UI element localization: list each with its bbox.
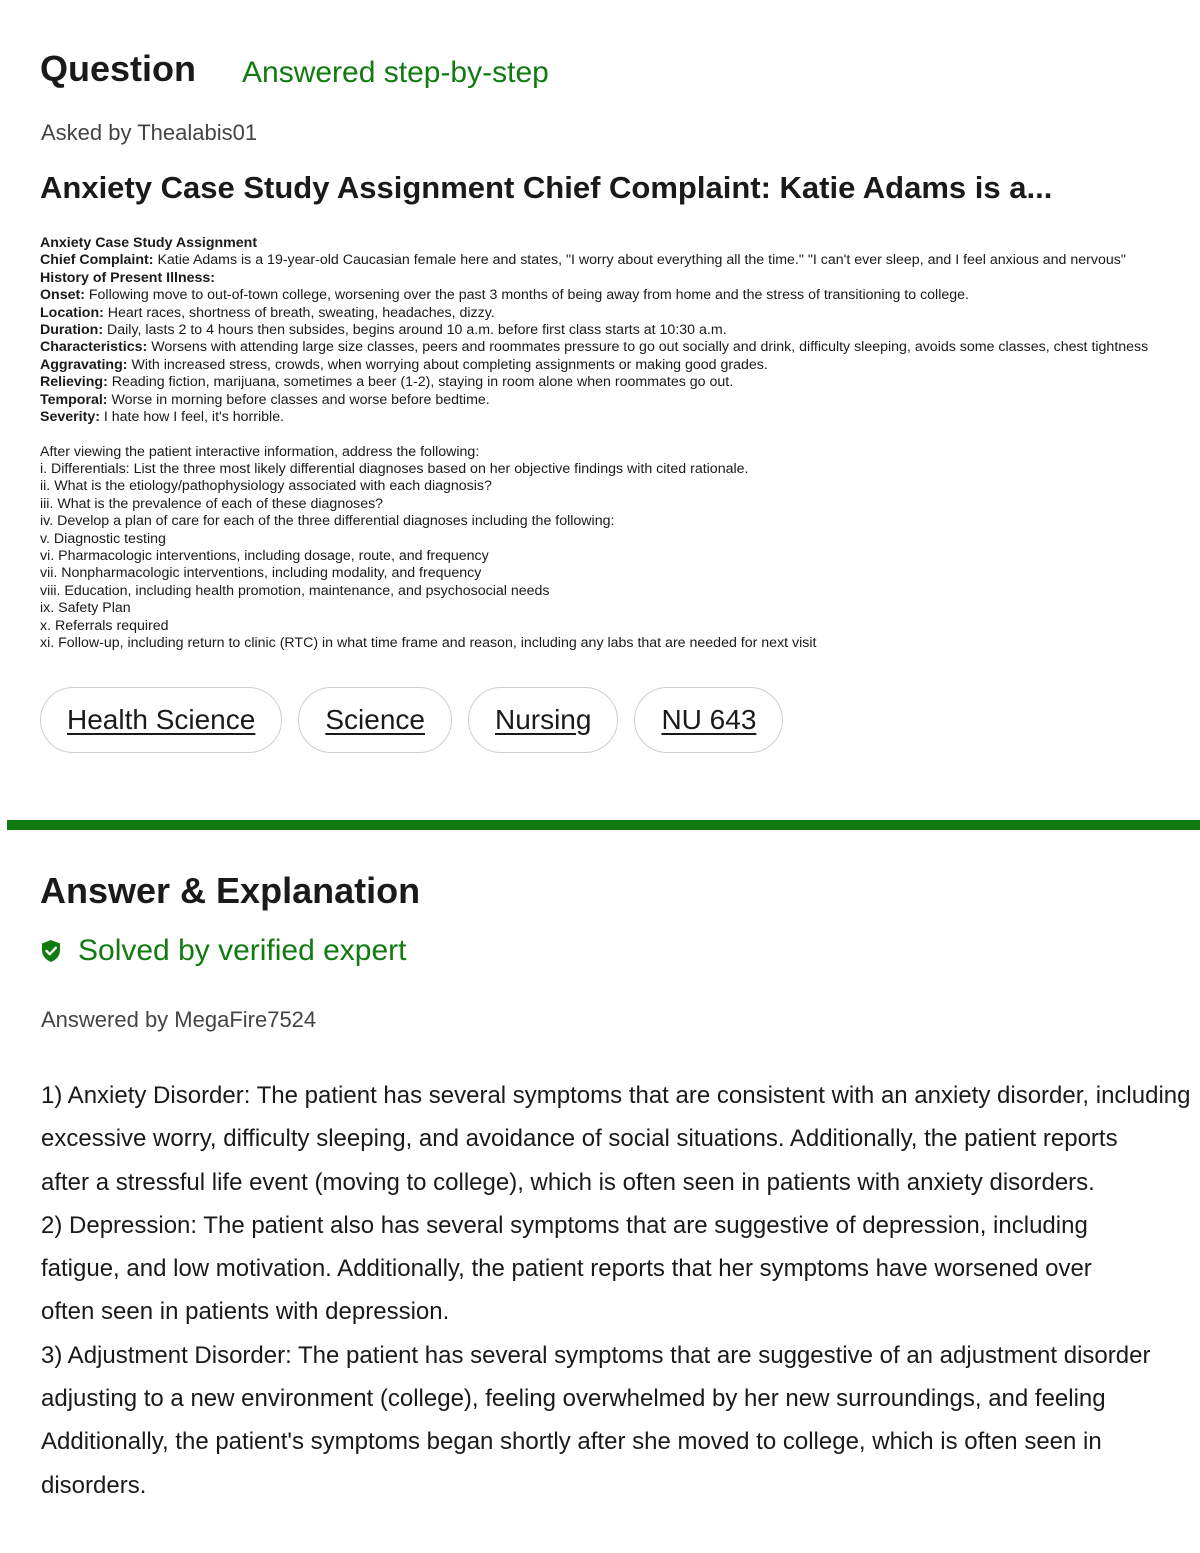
instruction-line: iii. What is the prevalence of each of these diagnoses? xyxy=(40,495,384,512)
instruction-line: i. Differentials: List the three most likely differential diagnoses based on her objective findings with cited rationale. xyxy=(40,461,749,478)
question-body xyxy=(40,235,1200,652)
body-row: Relieving: Reading fiction, marijuana, sometimes a beer (1-2), staying in room alone when roommates go out. xyxy=(40,374,734,391)
body-row: Location: Heart races, shortness of breath, sweating, headaches, dizzy. xyxy=(40,304,495,321)
instruction-line: iv. Develop a plan of care for each of the three differential diagnoses including the following: xyxy=(40,513,615,530)
instruction-line: x. Referrals required xyxy=(40,617,169,634)
tag-nu-643[interactable]: NU 643 xyxy=(634,687,783,753)
question-heading: Question xyxy=(40,48,197,89)
instruction-line: vii. Nonpharmacologic interventions, including modality, and frequency xyxy=(40,565,482,582)
body-row: Characteristics: Worsens with attending large size classes, peers and roommates pressure to go out socially and drink, difficulty sleeping, avoids some classes, chest tightness xyxy=(40,339,1149,356)
answered-status: Answered step-by-step xyxy=(242,56,549,89)
verified-badge xyxy=(40,934,407,968)
body-row: History of Present Illness: xyxy=(40,269,216,286)
tag-nursing[interactable]: Nursing xyxy=(468,687,618,753)
answer-heading: Answer & Explanation xyxy=(40,870,421,911)
answer-line: adjusting to a new environment (college), feeling overwhelmed by her new surroundings, and feeling xyxy=(41,1385,1106,1413)
instruction-line: After viewing the patient interactive information, address the following: xyxy=(40,443,480,460)
instruction-line: v. Diagnostic testing xyxy=(40,530,166,547)
tag-health-science[interactable]: Health Science xyxy=(40,687,282,753)
answer-line: often seen in patients with depression. xyxy=(41,1298,450,1326)
instruction-line: xi. Follow-up, including return to clinic (RTC) in what time frame and reason, including any labs that are needed for next visit xyxy=(40,634,817,651)
answer-line: 3) Adjustment Disorder: The patient has several symptoms that are suggestive of an adjustment disorder xyxy=(41,1341,1151,1369)
answer-line: fatigue, and low motivation. Additionally, the patient reports that her symptoms have worsened over xyxy=(41,1255,1092,1283)
answer-line: excessive worry, difficulty sleeping, and avoidance of social situations. Additionally, the patient reports xyxy=(41,1125,1118,1153)
instruction-line: ix. Safety Plan xyxy=(40,600,131,617)
subject-tags xyxy=(40,687,783,753)
spacer xyxy=(40,426,1200,443)
answer-line: after a stressful life event (moving to college), which is often seen in patients with anxiety disorders. xyxy=(41,1168,1095,1196)
instruction-line: viii. Education, including health promotion, maintenance, and psychosocial needs xyxy=(40,582,550,599)
body-row: Severity: I hate how I feel, it's horrible. xyxy=(40,408,285,425)
answer-line: disorders. xyxy=(41,1471,147,1499)
answered-by: Answered by MegaFire7524 xyxy=(41,1007,317,1032)
answer-body xyxy=(41,1074,1200,1507)
body-row: Aggravating: With increased stress, crowds, when worrying about completing assignments or making good grades. xyxy=(40,356,768,373)
answer-line: Additionally, the patient's symptoms began shortly after she moved to college, which is often seen in xyxy=(41,1428,1102,1456)
body-row: Chief Complaint: Katie Adams is a 19-year-old Caucasian female here and states, "I worry about everything all the time." "I can't ever sleep, and I feel anxious and nervous" xyxy=(40,252,1126,269)
instruction-line: vi. Pharmacologic interventions, including dosage, route, and frequency xyxy=(40,548,489,565)
body-row: Temporal: Worse in morning before classes and worse before bedtime. xyxy=(40,391,490,408)
instruction-line: ii. What is the etiology/pathophysiology associated with each diagnosis? xyxy=(40,478,492,495)
body-row: Duration: Daily, lasts 2 to 4 hours then subsides, begins around 10 a.m. before first class starts at 10:30 a.m. xyxy=(40,321,727,338)
asked-by: Asked by Thealabis01 xyxy=(41,120,258,145)
section-divider xyxy=(7,820,1200,830)
answer-line: 2) Depression: The patient also has several symptoms that are suggestive of depression, including xyxy=(41,1211,1088,1239)
tag-science[interactable]: Science xyxy=(298,687,452,753)
verified-label: Solved by verified expert xyxy=(78,934,407,967)
question-title: Anxiety Case Study Assignment Chief Complaint: Katie Adams is a... xyxy=(40,170,1053,205)
assignment-title: Anxiety Case Study Assignment xyxy=(40,235,258,251)
answer-line: 1) Anxiety Disorder: The patient has several symptoms that are consistent with an anxiety disorder, including xyxy=(41,1082,1191,1109)
shield-check-icon xyxy=(40,939,62,963)
body-row: Onset: Following move to out-of-town college, worsening over the past 3 months of being away from home and the stress of transitioning to college. xyxy=(40,287,969,304)
